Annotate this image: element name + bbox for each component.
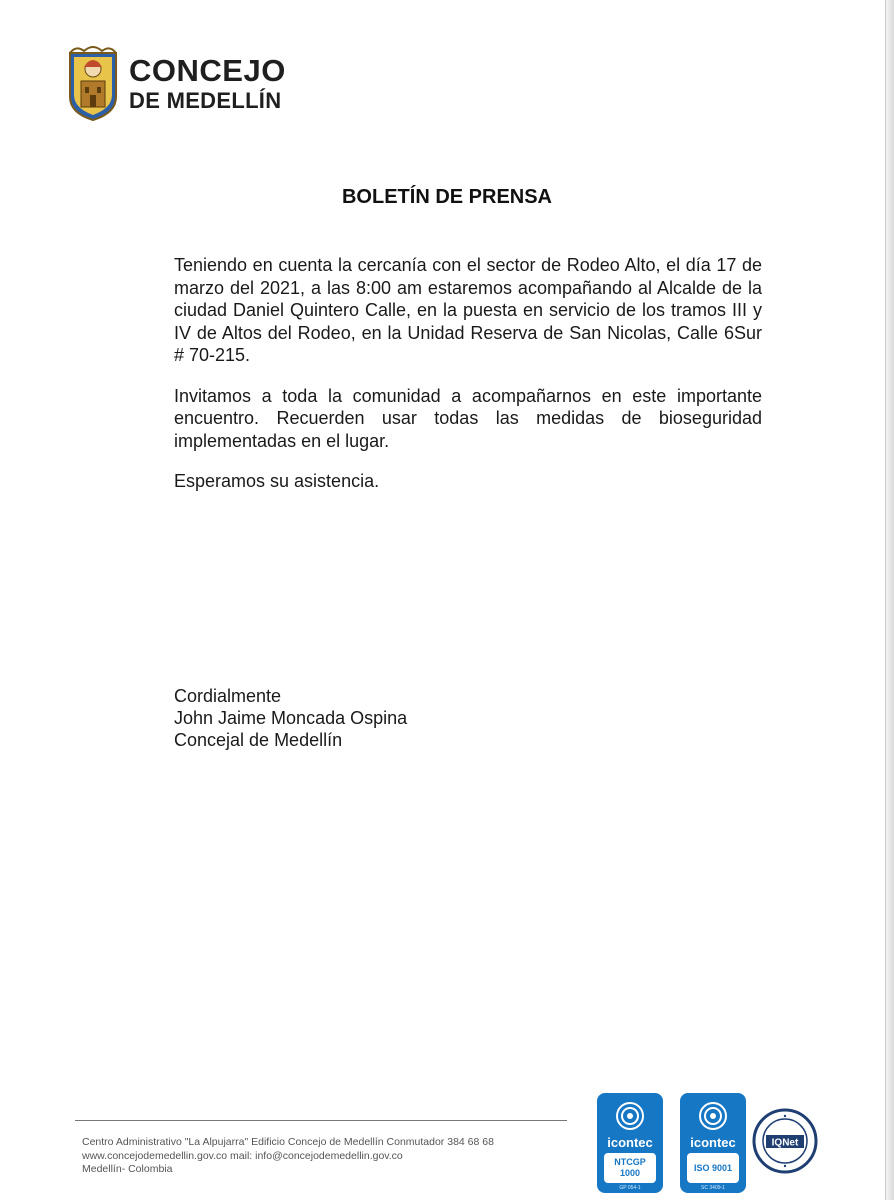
icontec-iso-badge xyxy=(680,1093,746,1193)
org-name xyxy=(129,55,286,112)
signature-block xyxy=(174,685,407,751)
body-paragraph: Invitamos a toda la comunidad a acompañarnos en este importante encuentro. Recuerden usar todas las medidas de bioseguridad implementadas en el lugar. xyxy=(174,385,762,451)
page-edge-shadow xyxy=(886,0,894,1200)
org-name-line1: CONCEJO xyxy=(129,53,286,88)
body-paragraph: Esperamos su asistencia. xyxy=(174,471,380,491)
footer-city: Medellín- Colombia xyxy=(82,1163,173,1175)
footer-address: Centro Administrativo "La Alpujarra" Edificio Concejo de Medellín Conmutador 384 68 68 xyxy=(82,1136,494,1148)
icontec-ntcgp-badge xyxy=(597,1093,663,1193)
signature-closing: Cordialmente xyxy=(174,686,282,706)
footer-divider xyxy=(75,1120,567,1121)
body-paragraph: Teniendo en cuenta la cercanía con el sector de Rodeo Alto, el día 17 de marzo del 2021, a las 8:00 am estaremos acompañando al Alcalde de la ciudad Daniel Quintero Calle, en la puesta en servicio de los tramos III y IV de Altos del Rodeo, en la Unidad Reserva de San Nicolas, Calle 6Sur # 70-215. xyxy=(174,255,762,365)
medellin-coat-of-arms-icon xyxy=(66,45,120,121)
footer-contact xyxy=(82,1136,494,1177)
footer-web-email: www.concejodemedellin.gov.co mail: info@concejodemedellin.gov.co xyxy=(82,1149,403,1162)
iqnet-label: IQNet xyxy=(771,1137,799,1149)
org-name-line2: DE MEDELLÍN xyxy=(129,88,282,113)
cert-standard: NTCGP 1000 xyxy=(604,1153,656,1183)
cert-brand: icontec xyxy=(607,1135,653,1150)
signature-role: Concejal de Medellín xyxy=(174,730,343,750)
signature-name: John Jaime Moncada Ospina xyxy=(174,708,408,728)
cert-code: GP 054-1 xyxy=(619,1185,641,1191)
iqnet-seal-icon xyxy=(752,1108,818,1174)
document-body xyxy=(174,254,762,493)
concejo-logo xyxy=(66,45,326,125)
cert-brand: icontec xyxy=(690,1135,736,1150)
document-title: BOLETÍN DE PRENSA xyxy=(341,186,553,208)
icontec-logo-icon xyxy=(698,1101,728,1131)
icontec-logo-icon xyxy=(615,1101,645,1131)
cert-code: SC 3409-1 xyxy=(701,1185,725,1191)
cert-standard: ISO 9001 xyxy=(687,1153,739,1183)
